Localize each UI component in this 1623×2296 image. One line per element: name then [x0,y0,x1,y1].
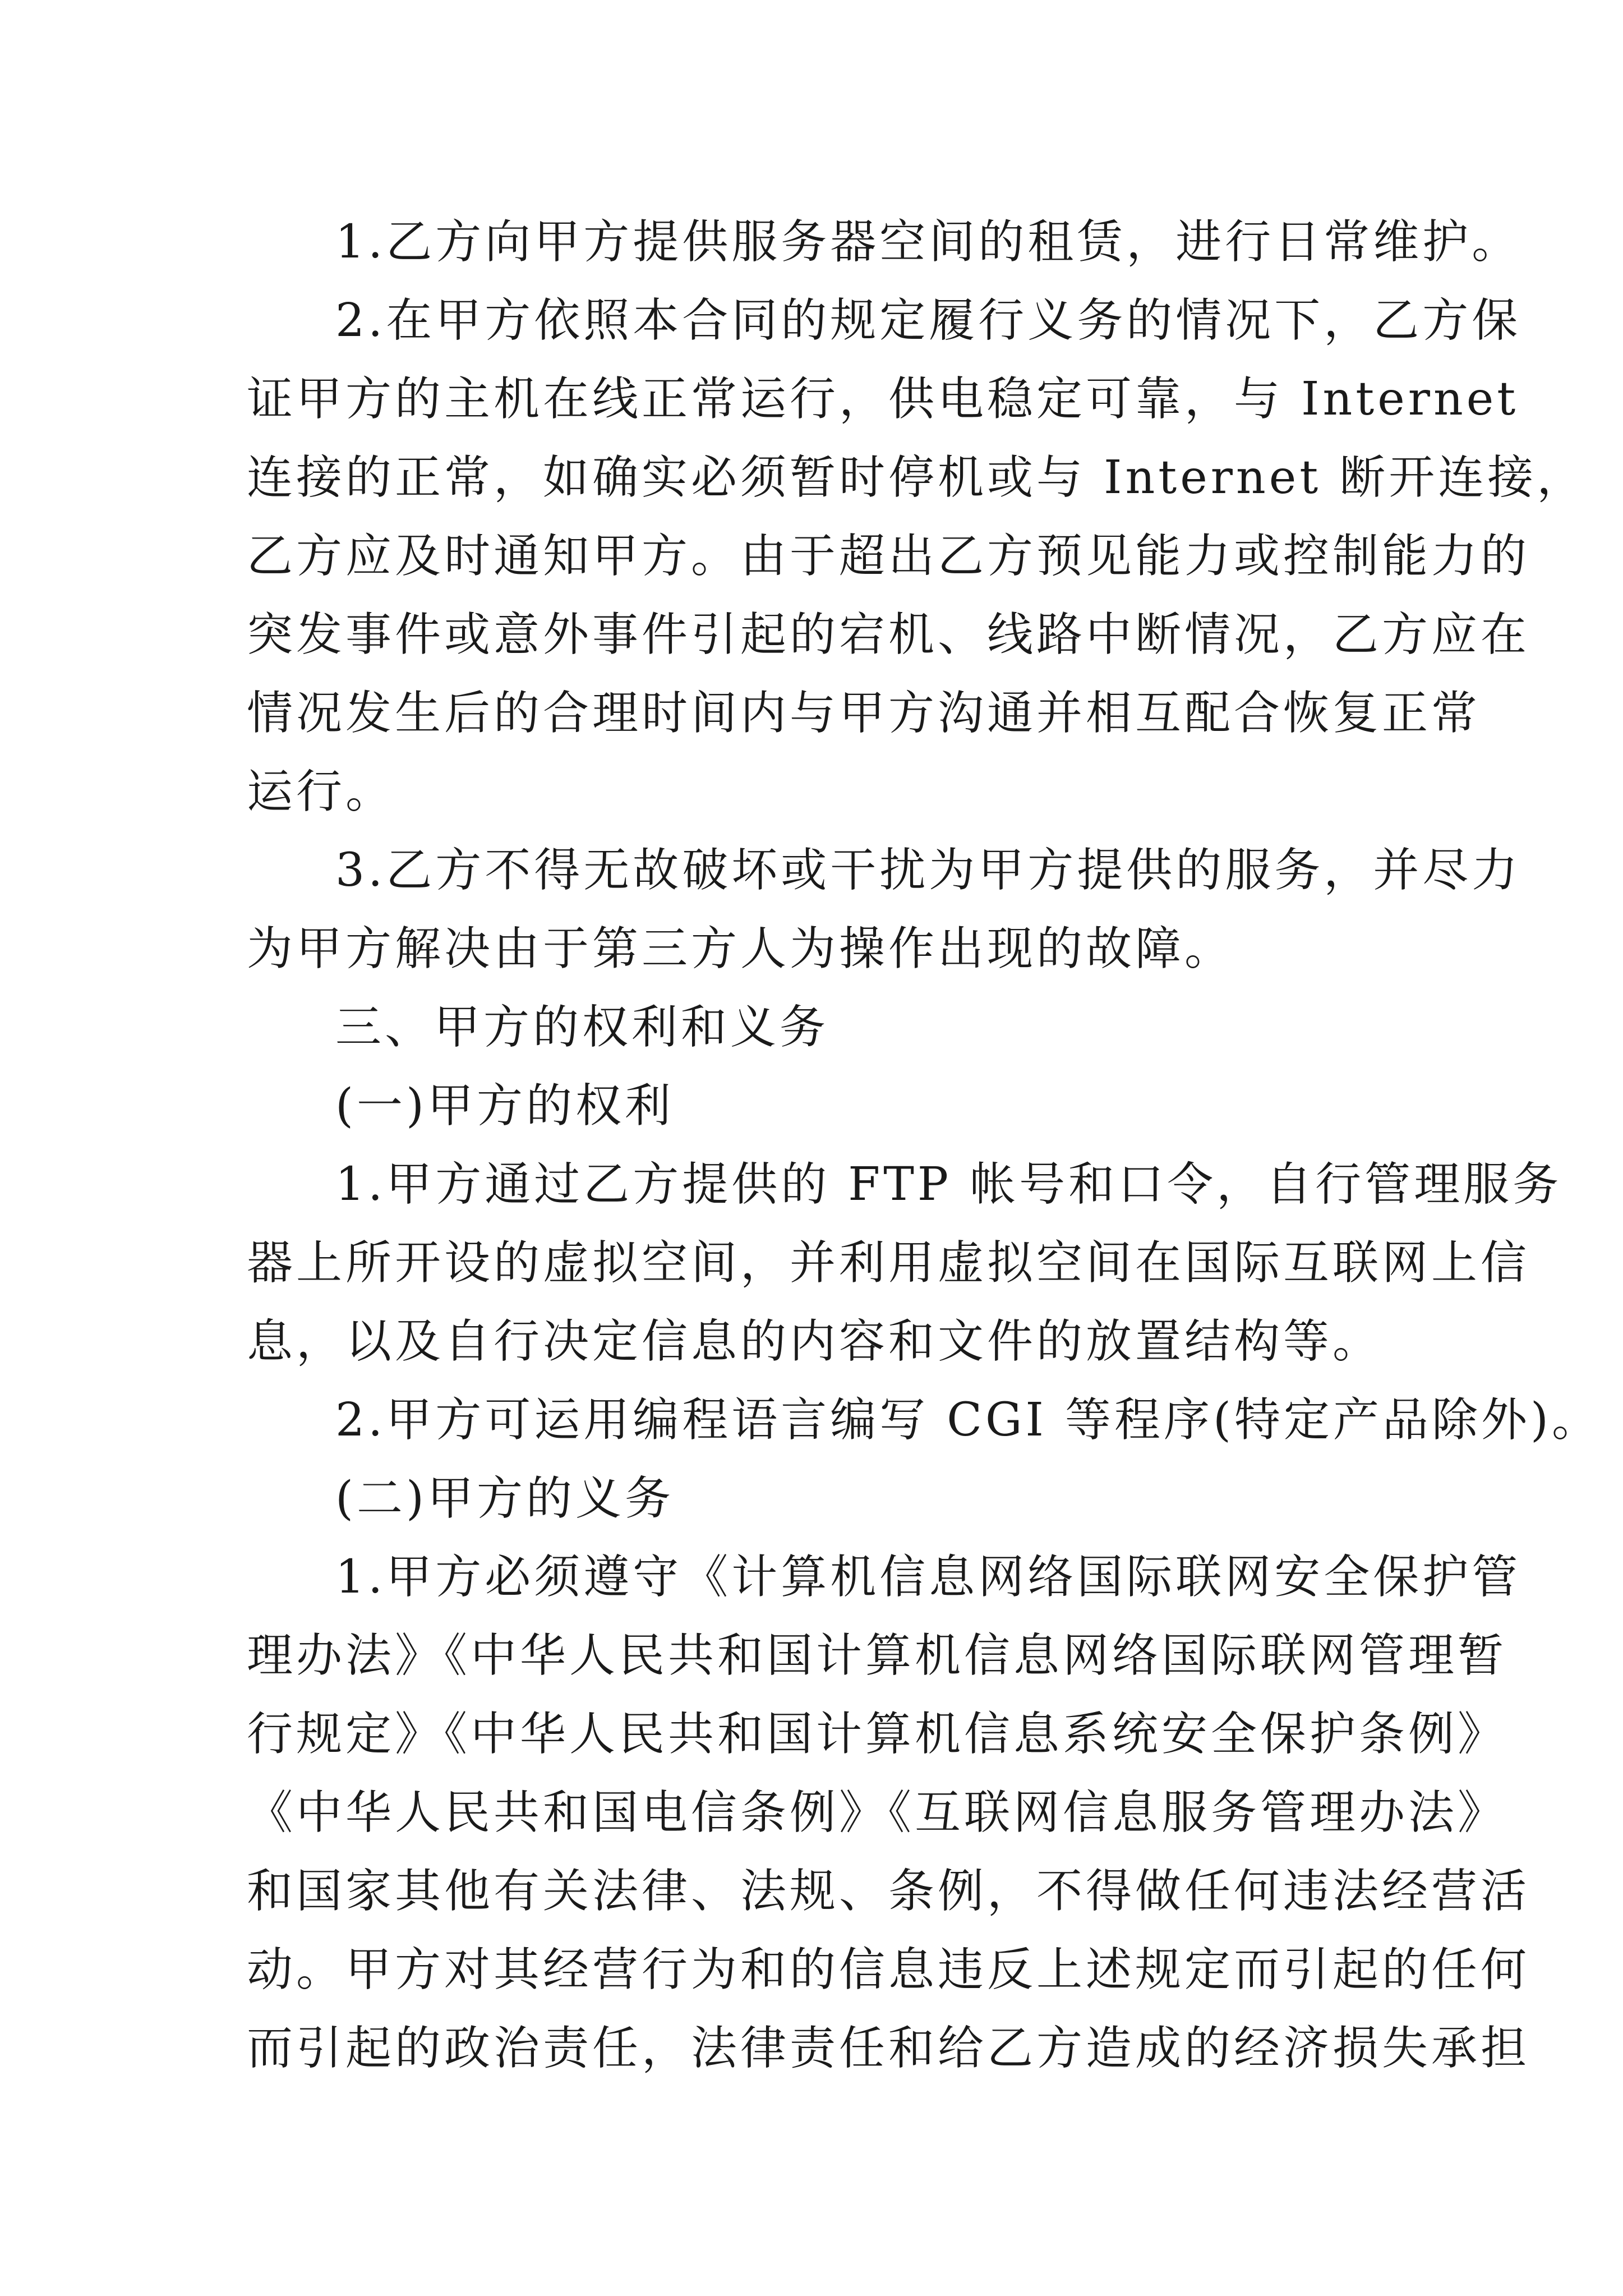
text-line: 动。甲方对其经营行为和的信息违反上述规定而引起的任何 [247,1943,1530,1996]
text-line: 情况发生后的合理时间内与甲方沟通并相互配合恢复正常 [247,687,1481,740]
text-line: 行规定》《中华人民共和国计算机信息系统安全保护条例》 [247,1708,1507,1761]
subsection-heading: (一)甲方的权利 [335,1079,674,1133]
text-line: 运行。 [247,765,395,818]
subsection-heading: (二)甲方的义务 [335,1472,674,1525]
text-line: 1.甲方必须遵守《计算机信息网络国际联网安全保护管 [335,1550,1521,1604]
text-line: 1.甲方通过乙方提供的 FTP 帐号和口令，自行管理服务 [335,1158,1562,1211]
text-line: 器上所开设的虚拟空间，并利用虚拟空间在国际互联网上信 [247,1236,1530,1290]
text-line: 突发事件或意外事件引起的宕机、线路中断情况，乙方应在 [247,608,1530,661]
text-line: 《中华人民共和国电信条例》《互联网信息服务管理办法》 [247,1786,1507,1839]
text-line: 息，以及自行决定信息的内容和文件的放置结构等。 [247,1315,1382,1368]
section-heading: 三、甲方的权利和义务 [335,1001,829,1054]
text-line: 乙方应及时通知甲方。由于超出乙方预见能力或控制能力的 [247,530,1530,583]
text-line: 为甲方解决由于第三方人为操作出现的故障。 [247,922,1234,976]
text-line: 和国家其他有关法律、法规、条例，不得做任何违法经营活 [247,1865,1530,1918]
text-line: 1.乙方向甲方提供服务器空间的租赁，进行日常维护。 [335,215,1521,269]
text-line: 2.在甲方依照本合同的规定履行义务的情况下，乙方保 [335,294,1521,347]
text-line: 证甲方的主机在线正常运行，供电稳定可靠，与 Internet [247,372,1519,426]
text-line: 理办法》《中华人民共和国计算机信息网络国际联网管理暂 [247,1629,1507,1682]
text-line: 2.甲方可运用编程语言编写 CGI 等程序(特定产品除外)。 [335,1393,1601,1447]
text-line: 而引起的政治责任，法律责任和给乙方造成的经济损失承担 [247,2022,1530,2075]
text-line: 3.乙方不得无故破坏或干扰为甲方提供的服务，并尽力 [335,844,1521,897]
text-line: 连接的正常，如确实必须暂时停机或与 Internet 断开连接， [247,451,1587,504]
